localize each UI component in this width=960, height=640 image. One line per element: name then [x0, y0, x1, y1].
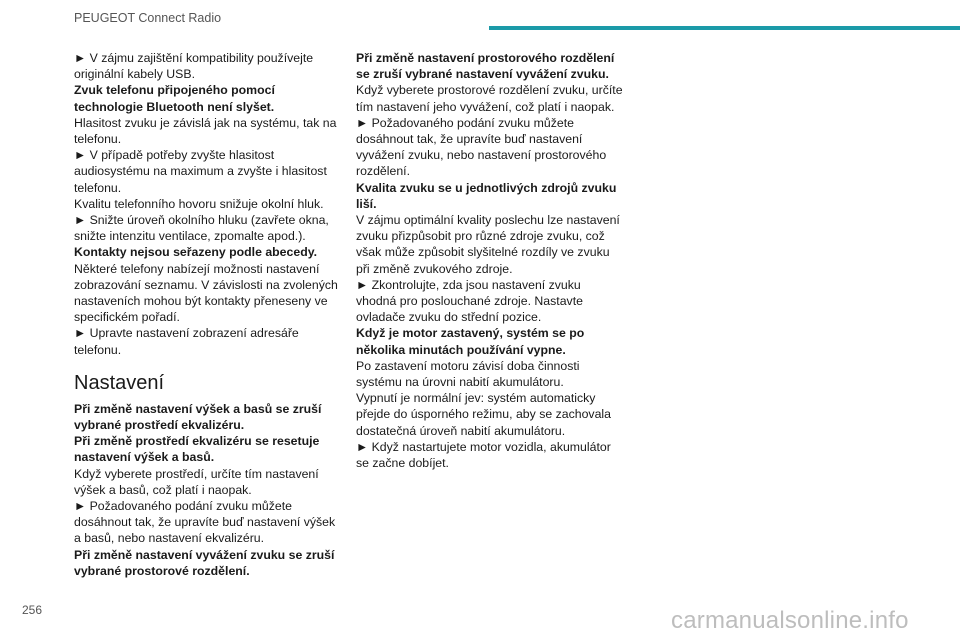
- text-line: ► Požadovaného podání zvuku můžete: [74, 499, 292, 514]
- section-heading: Nastavení: [74, 371, 165, 394]
- text-line: ► Upravte nastavení zobrazení adresáře: [74, 326, 299, 341]
- text-line: specifickém pořadí.: [74, 310, 180, 325]
- text-line: telefonu.: [74, 132, 122, 147]
- watermark: carmanualsonline.info: [671, 607, 909, 634]
- text-line: vyvážení zvuku, nebo nastavení prostorového: [356, 148, 607, 163]
- text-line: však může způsobit slyšitelné rozdíly ve zvuku: [356, 245, 610, 260]
- text-line: telefonu.: [74, 180, 122, 195]
- text-line: technologie Bluetooth není slyšet.: [74, 99, 275, 114]
- text-line: Když vyberete prostorové rozdělení zvuku, určíte: [356, 83, 623, 98]
- left-text-block-settings: [74, 401, 352, 579]
- text-line: přejde do úsporného režimu, aby se zachovala: [356, 407, 611, 422]
- text-line: zvuku přizpůsobit pro různé zdroje zvuku, což: [356, 229, 605, 244]
- header-accent-bar: [489, 26, 960, 30]
- right-column: [356, 50, 628, 471]
- text-line: vybrané prostředí ekvalizéru.: [74, 418, 245, 433]
- text-line: Po zastavení motoru závisí doba činnosti: [356, 358, 580, 373]
- text-line: zobrazování seznamu. V závislosti na zvolených: [74, 277, 338, 292]
- page-number: 256: [22, 603, 43, 617]
- text-line: Kvalita zvuku se u jednotlivých zdrojů zvuku: [356, 180, 617, 195]
- text-line: Kvalitu telefonního hovoru snižuje okolní hluk.: [74, 196, 324, 211]
- text-line: Při změně nastavení vyvážení zvuku se zruší: [74, 547, 335, 562]
- text-line: Při změně nastavení prostorového rozdělení: [356, 51, 615, 65]
- text-line: se zruší vybrané nastavení vyvážení zvuku.: [356, 67, 609, 82]
- text-line: tím nastavení jeho vyvážení, což platí i naopak.: [356, 99, 615, 114]
- text-line: V zájmu optimální kvality poslechu lze nastavení: [356, 213, 620, 228]
- text-line: nastavení výšek a basů.: [74, 450, 215, 465]
- text-line: Když vyberete prostředí, určíte tím nastavení: [74, 466, 319, 481]
- text-line: Při změně prostředí ekvalizéru se resetuje: [74, 434, 320, 449]
- text-line: snižte intenzitu ventilace, zpomalte apod.).: [74, 229, 306, 244]
- text-line: ovladače zvuku do střední pozice.: [356, 310, 542, 325]
- left-column: [74, 50, 352, 579]
- text-line: Vypnutí je normální jev: systém automaticky: [356, 391, 596, 406]
- text-line: Kontakty nejsou seřazeny podle abecedy.: [74, 245, 318, 260]
- text-line: ► V případě potřeby zvyšte hlasitost: [74, 148, 275, 163]
- text-line: dostatečná úroveň nabití akumulátoru.: [356, 423, 566, 438]
- text-line: Při změně nastavení výšek a basů se zruší: [74, 401, 322, 416]
- text-line: a basů, nebo nastavení ekvalizéru.: [74, 531, 265, 546]
- text-line: výšek a basů, což platí i naopak.: [74, 482, 252, 497]
- text-line: ► V zájmu zajištění kompatibility používejte: [74, 51, 314, 65]
- text-line: vybrané prostorové rozdělení.: [74, 563, 250, 578]
- text-line: liší.: [356, 196, 377, 211]
- text-line: systému na úrovni nabití akumulátoru.: [356, 375, 564, 390]
- text-line: dosáhnout tak, že upravíte buď nastavení výšek: [74, 515, 336, 530]
- text-line: ► Když nastartujete motor vozidla, akumulátor: [356, 439, 611, 454]
- text-line: ► Požadovaného podání zvuku můžete: [356, 115, 574, 130]
- running-header-title: PEUGEOT Connect Radio: [74, 11, 222, 25]
- text-line: Některé telefony nabízejí možnosti nastavení: [74, 261, 320, 276]
- text-line: několika minutách používání vypne.: [356, 342, 566, 357]
- text-line: se začne dobíjet.: [356, 456, 449, 471]
- text-line: Když je motor zastavený, systém se po: [356, 326, 585, 341]
- text-line: Zvuk telefonu připojeného pomocí: [74, 83, 275, 98]
- text-line: dosáhnout tak, že upravíte buď nastavení: [356, 132, 583, 147]
- text-line: vhodná pro poslouchané zdroje. Nastavte: [356, 294, 583, 309]
- text-line: Hlasitost zvuku je závislá jak na systému, tak na: [74, 115, 337, 130]
- text-line: nastaveních mohou být kontakty přeneseny ve: [74, 294, 328, 309]
- text-line: rozdělení.: [356, 164, 411, 179]
- text-line: ► Snižte úroveň okolního hluku (zavřete okna,: [74, 213, 329, 228]
- text-line: audiosystému na maximum a zvyšte i hlasitost: [74, 164, 327, 179]
- left-text-block: [74, 50, 352, 358]
- text-line: originální kabely USB.: [74, 67, 195, 82]
- text-line: při změně zvukového zdroje.: [356, 261, 513, 276]
- text-line: telefonu.: [74, 342, 122, 357]
- text-line: ► Zkontrolujte, zda jsou nastavení zvuku: [356, 277, 581, 292]
- right-text-block: [356, 50, 628, 471]
